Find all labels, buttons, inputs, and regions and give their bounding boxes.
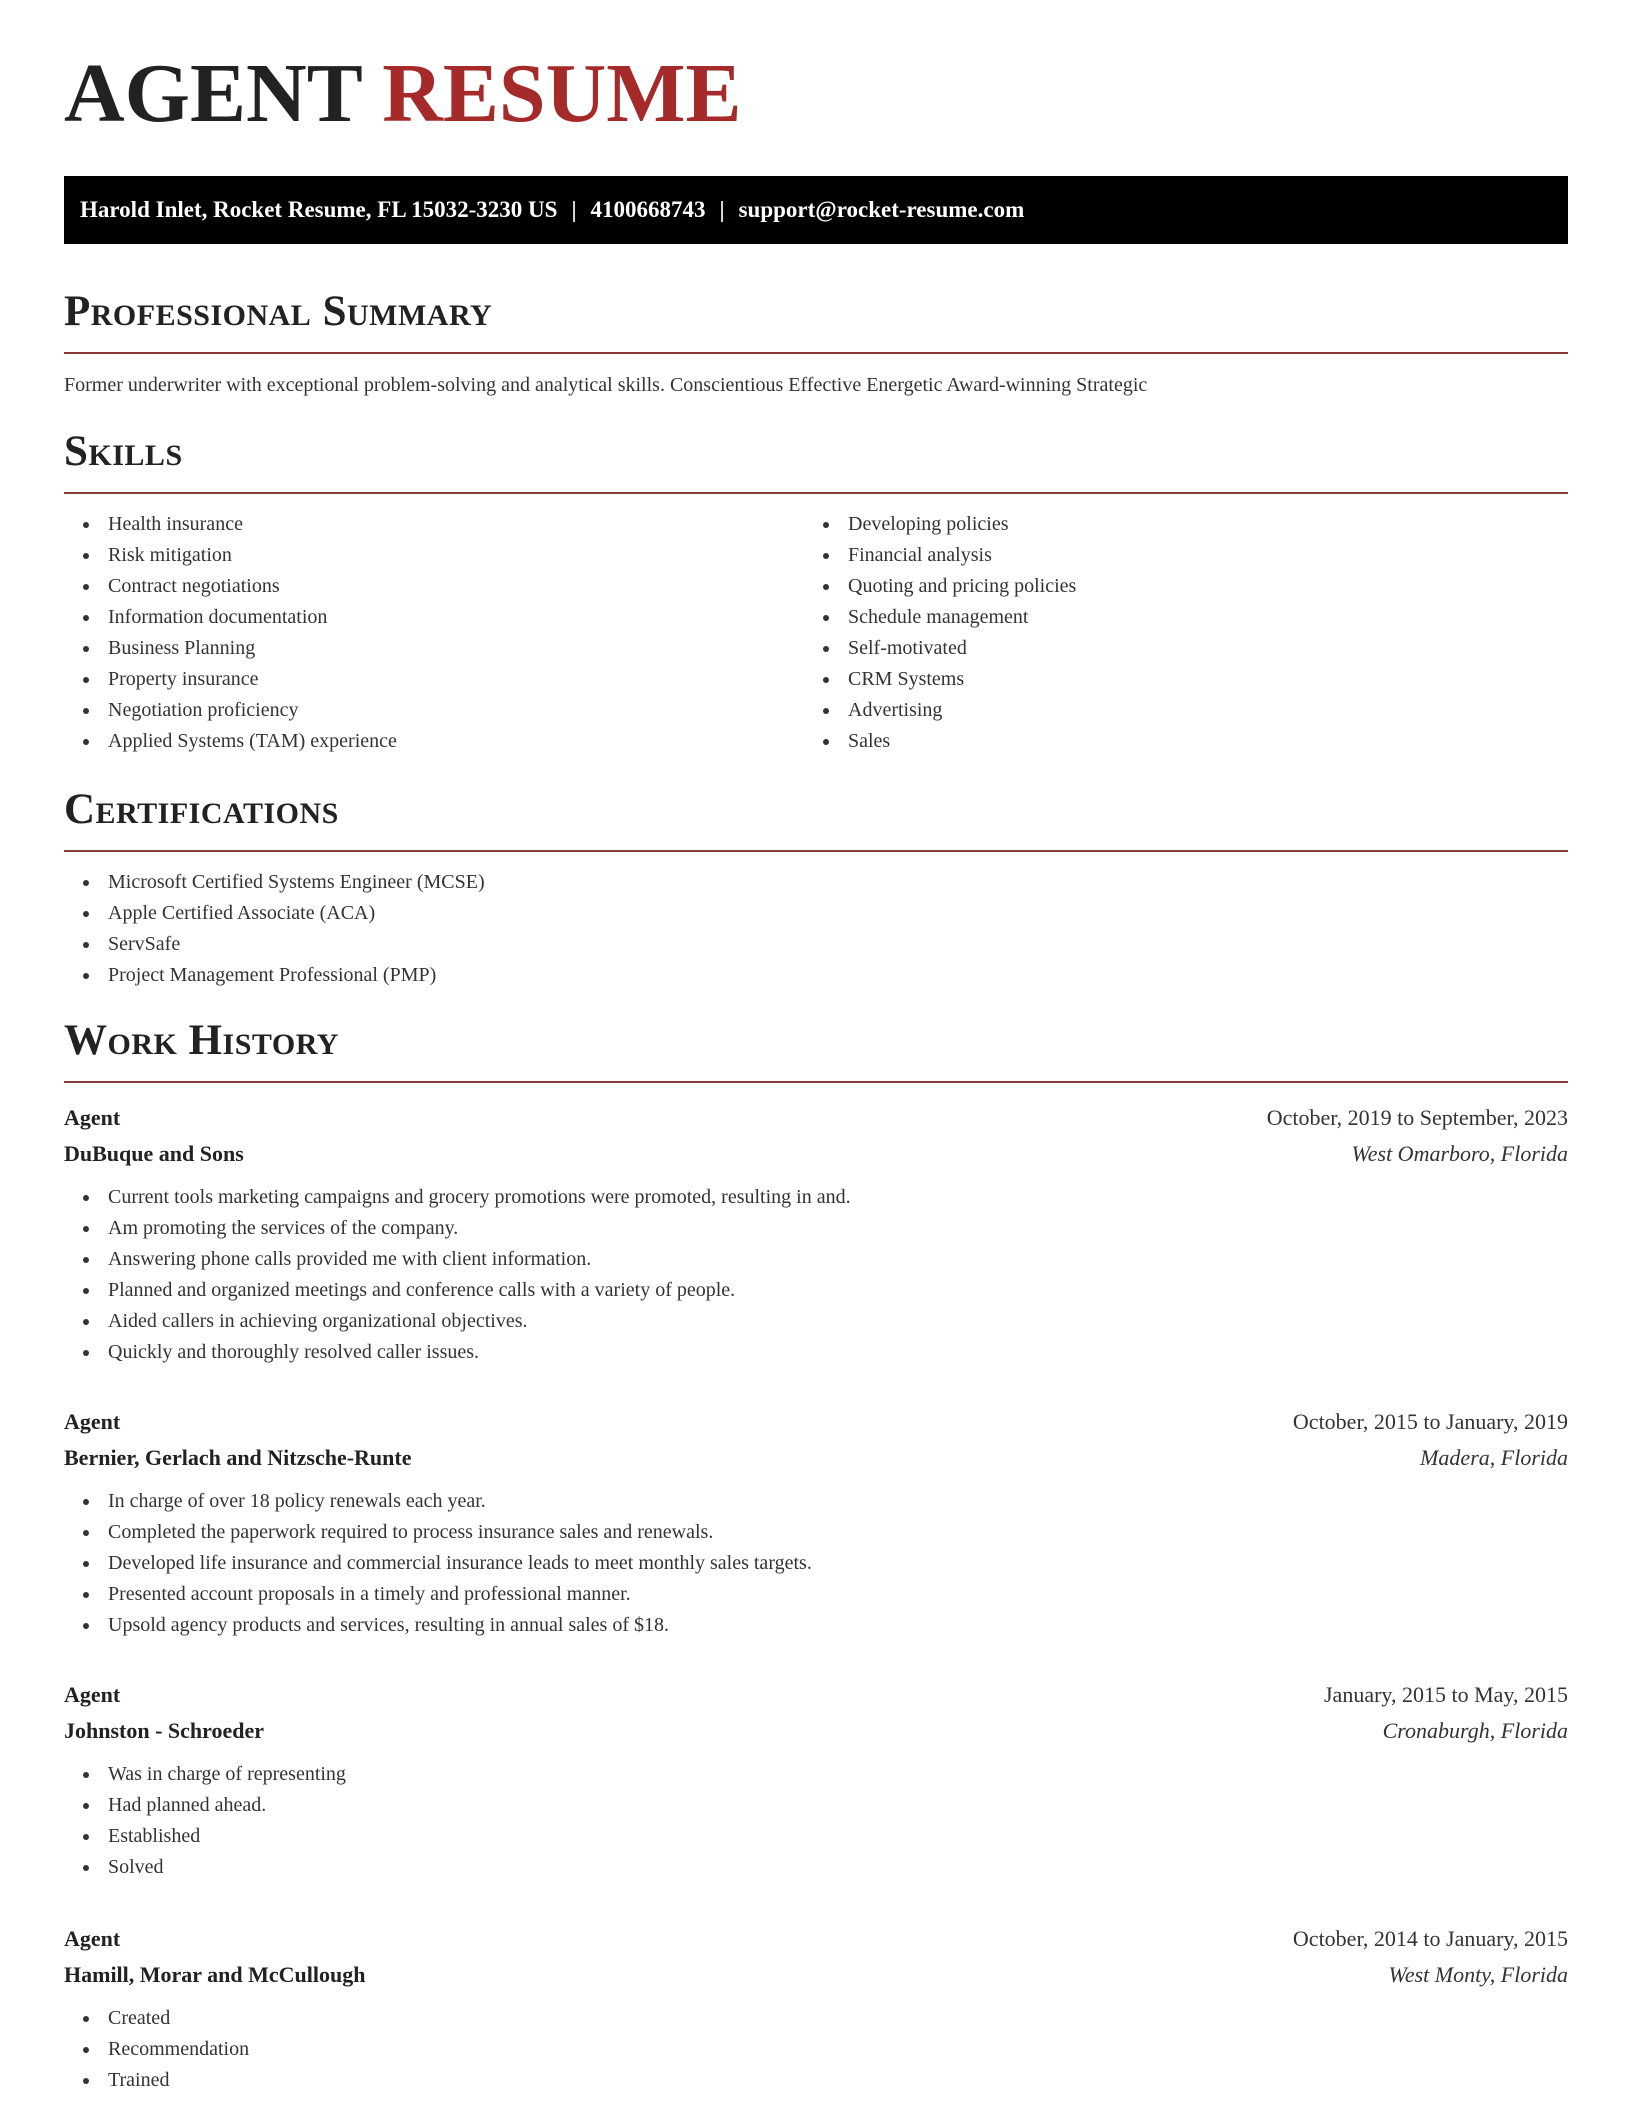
skill-item: Negotiation proficiency [64, 695, 804, 726]
job-company: Hamill, Morar and McCullough [64, 1962, 366, 1987]
skills-column-left [64, 509, 804, 757]
job-subheader-row [64, 1440, 1568, 1476]
job-duty: Planned and organized meetings and conference calls with a variety of people. [64, 1275, 1568, 1306]
job-title: Agent [64, 1105, 121, 1130]
job-dates: October, 2019 to September, 2023 [1266, 1105, 1568, 1130]
job-location: Madera, Florida [1420, 1445, 1568, 1470]
certifications-section [64, 788, 1568, 991]
certifications-heading: Certifications [64, 786, 339, 833]
job-duty: Answering phone calls provided me with client information. [64, 1244, 1568, 1275]
skill-item: Business Planning [64, 633, 804, 664]
skill-item: Schedule management [804, 602, 1544, 633]
job-duty: Trained [64, 2065, 1568, 2096]
job-duties-list [64, 1486, 1568, 1641]
job-location: Cronaburgh, Florida [1382, 1718, 1568, 1743]
job-entry [64, 1677, 1568, 1883]
skill-item: Quoting and pricing policies [804, 571, 1544, 602]
work-history-heading: Work History [64, 1017, 339, 1064]
job-title: Agent [64, 1682, 121, 1707]
job-subheader-row [64, 1957, 1568, 1993]
contact-email[interactable]: support@rocket-resume.com [738, 197, 1025, 222]
job-duty: Upsold agency products and services, resulting in annual sales of $18. [64, 1610, 1568, 1641]
job-duty: Created [64, 2003, 1568, 2034]
certification-item: Apple Certified Associate (ACA) [64, 898, 1568, 929]
job-subheader-row [64, 1713, 1568, 1749]
contact-address: Harold Inlet, Rocket Resume, FL 15032-3230 US [80, 197, 558, 222]
job-header-row [64, 1100, 1568, 1136]
job-location: West Omarboro, Florida [1351, 1141, 1568, 1166]
job-company: Bernier, Gerlach and Nitzsche-Runte [64, 1445, 412, 1470]
certification-item: Project Management Professional (PMP) [64, 960, 1568, 991]
job-entry [64, 1404, 1568, 1641]
skill-item: Property insurance [64, 664, 804, 695]
title-word-agent: AGENT [64, 47, 362, 140]
job-company: DuBuque and Sons [64, 1141, 244, 1166]
job-duty: Current tools marketing campaigns and grocery promotions were promoted, resulting in and. [64, 1182, 1568, 1213]
certification-item: ServSafe [64, 929, 1568, 960]
job-dates: January, 2015 to May, 2015 [1324, 1682, 1568, 1707]
section-divider [64, 850, 1568, 852]
job-duty: Established [64, 1821, 1568, 1852]
skill-item: Financial analysis [804, 540, 1544, 571]
job-duty: Developed life insurance and commercial insurance leads to meet monthly sales targets. [64, 1548, 1568, 1579]
job-location: West Monty, Florida [1388, 1962, 1568, 1987]
job-entry [64, 1921, 1568, 2096]
work-history-section [64, 1019, 1568, 1083]
job-duty: Recommendation [64, 2034, 1568, 2065]
certification-item: Microsoft Certified Systems Engineer (MCSE) [64, 867, 1568, 898]
job-duty: Completed the paperwork required to process insurance sales and renewals. [64, 1517, 1568, 1548]
skill-item: Developing policies [804, 509, 1544, 540]
section-divider [64, 352, 1568, 354]
section-divider [64, 492, 1568, 494]
job-entry [64, 1100, 1568, 1368]
job-duty: Had planned ahead. [64, 1790, 1568, 1821]
skill-item: Self-motivated [804, 633, 1544, 664]
skill-item: Information documentation [64, 602, 804, 633]
skills-heading: Skills [64, 428, 183, 475]
skill-item: CRM Systems [804, 664, 1544, 695]
job-duty: Was in charge of representing [64, 1759, 1568, 1790]
resume-title [64, 47, 742, 140]
summary-section [64, 290, 1568, 398]
job-duty: Quickly and thoroughly resolved caller issues. [64, 1337, 1568, 1368]
job-title: Agent [64, 1409, 121, 1434]
skills-section [64, 430, 1568, 757]
job-duty: Aided callers in achieving organizational objectives. [64, 1306, 1568, 1337]
skills-columns [64, 509, 1568, 757]
skill-item: Advertising [804, 695, 1544, 726]
skill-item: Health insurance [64, 509, 804, 540]
job-title: Agent [64, 1926, 121, 1951]
job-duty: In charge of over 18 policy renewals each year. [64, 1486, 1568, 1517]
job-subheader-row [64, 1136, 1568, 1172]
job-duty: Presented account proposals in a timely and professional manner. [64, 1579, 1568, 1610]
skill-item: Sales [804, 726, 1544, 757]
summary-text: Former underwriter with exceptional problem-solving and analytical skills. Conscientious Effective Energetic Award-winning Strategic [64, 374, 1148, 396]
contact-separator: | [719, 197, 725, 222]
section-divider [64, 1081, 1568, 1083]
contact-bar [64, 176, 1568, 244]
job-header-row [64, 1677, 1568, 1713]
skill-item: Applied Systems (TAM) experience [64, 726, 804, 757]
certifications-list [64, 867, 1568, 991]
summary-heading: Professional Summary [64, 288, 493, 335]
job-dates: October, 2015 to January, 2019 [1292, 1409, 1568, 1434]
title-word-resume: RESUME [382, 47, 742, 140]
contact-separator: | [571, 197, 577, 222]
skill-item: Risk mitigation [64, 540, 804, 571]
job-duties-list [64, 2003, 1568, 2096]
job-duty: Solved [64, 1852, 1568, 1883]
job-header-row [64, 1921, 1568, 1957]
job-duty: Am promoting the services of the company. [64, 1213, 1568, 1244]
job-company: Johnston - Schroeder [64, 1718, 265, 1743]
skills-list-left [64, 509, 804, 757]
skills-column-right [804, 509, 1544, 757]
contact-phone: 4100668743 [590, 197, 706, 222]
job-duties-list [64, 1759, 1568, 1883]
job-duties-list [64, 1182, 1568, 1368]
job-dates: October, 2014 to January, 2015 [1292, 1926, 1568, 1951]
job-header-row [64, 1404, 1568, 1440]
skills-list-right [804, 509, 1544, 757]
skill-item: Contract negotiations [64, 571, 804, 602]
